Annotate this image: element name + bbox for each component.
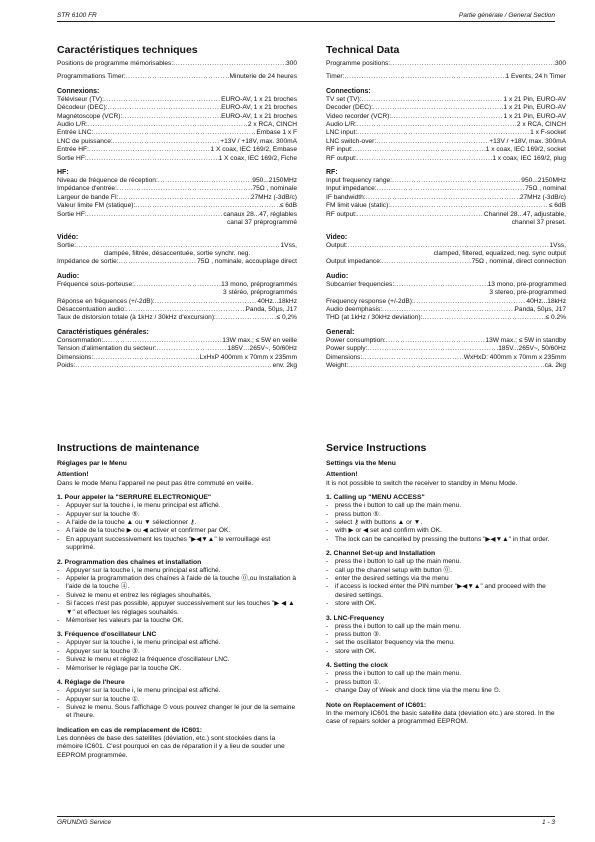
list-item: - press button ③. — [326, 631, 566, 639]
spec-row: Frequency response (+/-2dB): ..... 40Hz...18kHz — [326, 298, 566, 306]
spec-row: Sortie: ..... 1Vss, — [57, 242, 297, 250]
spec-row: Audio deemphasis: ..... Panda, 50µs, J17 — [326, 306, 566, 314]
header-model: STR 6100 FR — [57, 12, 97, 19]
spec-row: Input impedance: ..... 75Ω , nominal — [326, 185, 566, 193]
list-item: - Si l'acces n'est pas possible, appuyer successivement sur les touches "▶ ◀ ▲ ▼" et effectuer les réglages souhaités. — [57, 600, 297, 617]
spec-row: Tension d'alimentation du secteur: ..... 185V…265V~, 50/60Hz — [57, 345, 297, 353]
section-heading: Audio: — [57, 272, 80, 280]
section-heading: Audio: — [326, 272, 349, 280]
spec-row: Téléviseur (TV): ..... EURO-AV, 1 x 21 broches — [57, 96, 297, 104]
list-item: - Appuyer sur la touche ⑤. — [57, 511, 297, 519]
section-heading: HF: — [57, 169, 69, 177]
fr-data-title: Caractéristiques techniques — [57, 44, 198, 56]
note-text: Les données de base des satellites (déviation, etc.) sont stockées dans la mémoire IC601. C'est pourquoi en cas de réparation il y a lieu de souder une EEPROM programmée. — [57, 734, 285, 759]
spec-row: Timer: ..... 1 Events, 24 h Timer — [326, 73, 566, 81]
footer-brand: GRUNDIG Service — [57, 819, 112, 826]
attention-text: It is not possible to switch the receiver to standby in Menu Mode. — [326, 479, 518, 487]
spec-row: Magnétoscope (VCR): ..... EURO-AV, 1 x 21 broches — [57, 113, 297, 121]
list-item: - Appuyer sur la touche i, le menu principal est affiché. — [57, 639, 297, 647]
spec-continuation: canal 37 préprogrammé — [226, 219, 297, 227]
spec-row: Audio L/R: ..... 2 x RCA, CINCH — [57, 121, 297, 129]
spec-row: Fréquence sous-porteuse: ..... 13 mono, préprogrammés — [57, 281, 297, 289]
note-heading: Indication en cas de remplacement de IC601: — [57, 726, 203, 734]
spec-row: Sortie HF: ..... canaux 28...47, réglables — [57, 211, 297, 219]
spec-row: Video recorder (VCR): ..... 1 x 21 Pin, EURO-AV — [326, 113, 566, 121]
spec-row: LNC de puissance: ..... +13V / +18V, max. 300mA — [57, 138, 297, 146]
spec-row: Valeur limite FM (statique): ..... ≤ 6dB — [57, 202, 297, 210]
fr-maintenance-title: Instructions de maintenance — [57, 442, 200, 454]
step-heading: 4. Setting the clock — [326, 662, 388, 670]
step-heading: 2. Programmation des chaînes et installation — [57, 558, 202, 566]
en-service — [326, 442, 566, 727]
spec-row: Poids: ..... env. 2kg — [57, 362, 297, 370]
spec-row: Entrée HF: ..... 1 X coax, IEC 169/2, Embase — [57, 146, 297, 154]
list-item: - A l'aide de la touche ▶ ou ◀ activer et confirmer par OK. — [57, 527, 297, 535]
note-heading: Note on Replacement of IC601: — [326, 701, 427, 709]
list-item: - Suivez le menu. Sous l'affichage ⏲ vous pouvez changer le jour de la semaine et l'heure. — [57, 704, 297, 721]
spec-continuation: channel 37 preset. — [511, 219, 566, 227]
section-heading: Vidéo: — [57, 233, 79, 241]
spec-row: LNC switch-over: ..... +13V / +18V, max. 300mA — [326, 138, 566, 146]
attention-heading: Attention! — [326, 471, 358, 478]
spec-row: RF output: ..... Channel 28...47, adjustable, — [326, 211, 566, 219]
spec-row: Power supply: ..... 185V...265V~, 50/60Hz — [326, 345, 566, 353]
spec-row: THD (at 1kHz / 30kHz deviation): ..... ≤ 0.2% — [326, 314, 566, 322]
step-heading: 3. LNC-Frequency — [326, 614, 385, 622]
spec-row: RF output: ..... 1 x coax, IEC 169/2, plug — [326, 155, 566, 163]
note-text: In the memory IC601 the basic satellite data (deviation etc.) are stored. In the case of repairs solder a programmed EEPROM. — [326, 709, 555, 726]
en-data-title: Technical Data — [326, 44, 400, 56]
spec-continuation: 3 stereo, pre-programmed — [489, 289, 566, 297]
list-item: - Appeler la programmation des chaînes à l'aide de la touche ⓪,ou Installation à l'aide de la touche ④. — [57, 575, 297, 592]
list-item: - Suivez le menu et réglez la fréquence d'oscillateur LNC. — [57, 656, 297, 664]
list-item: - press button ①. — [326, 679, 566, 687]
spec-row: Decoder (DEC): ..... 1 x 21 Pin, EURO-AV — [326, 104, 566, 112]
attention-text: Dans le mode Menu l'appareil ne peut pas être commuté en veille. — [57, 479, 254, 487]
subtitle: Settings via the Menu — [326, 460, 396, 467]
list-item: - press the i button to call up the main menu. — [326, 502, 566, 510]
list-item: - select ⚷ with buttons ▲ or ▼. — [326, 519, 566, 527]
spec-continuation: clampée, filtrée, désaccentuée, sortie synchr. neg. — [103, 249, 251, 257]
spec-row: Impédance d'entrée: ..... 75Ω , nominale — [57, 185, 297, 193]
list-item: - if access is locked enter the PIN number "▶◀▼▲" and proceed with the desired settings. — [326, 583, 566, 600]
page-number: 1 - 3 — [541, 819, 555, 826]
list-item: - Appuyer sur la touche ③. — [57, 648, 297, 656]
en-technical-data — [326, 44, 566, 370]
spec-row: Dimensions: ..... WxHxD: 400mm x 70mm x 235mm — [326, 354, 566, 362]
spec-continuation: clamped, filtered, equalized, neg. sync output — [433, 249, 566, 257]
list-item: - change Day of Week and clock time via the menu line ⏲. — [326, 687, 566, 695]
list-item: - Suivez le menu et entrez les réglages shouhaités. — [57, 592, 297, 600]
en-service-title: Service Instructions — [326, 442, 427, 454]
page-header — [57, 12, 555, 22]
list-item: - store with OK. — [326, 648, 566, 656]
spec-row: FM limit value (static): ..... ≤ 6dB — [326, 202, 566, 210]
step-heading: 2. Channel Set-up and Installation — [326, 550, 436, 558]
list-item: - Mémoriser le réglage par la touche OK. — [57, 665, 297, 673]
list-item: - press the i button to call up the main menu. — [326, 623, 566, 631]
spec-row: Audio L/R: ..... 2 x RCA, CINCH — [326, 121, 566, 129]
section-heading: Connexions: — [57, 87, 100, 95]
section-heading: Connections: — [326, 87, 371, 95]
spec-row: Output: ..... 1Vss, — [326, 242, 566, 250]
section-heading: RF: — [326, 169, 338, 177]
step-heading: 3. Fréquence d'oscillateur LNC — [57, 631, 157, 639]
list-item: - store with OK. — [326, 600, 566, 608]
list-item: - Appuyer sur la touche i, le menu principal est affiché. — [57, 567, 297, 575]
section-heading: Caractéristiques générales: — [57, 328, 149, 336]
subtitle: Réglages par le Menu — [57, 460, 127, 467]
spec-row: Réponse en fréquences (+/-2dB): ..... 40Hz...18kHz — [57, 298, 297, 306]
spec-row: Largeur de bande FI: ..... 27MHz (-3dB/c) — [57, 194, 297, 202]
spec-row: Input frequency range: ..... 950...2150MHz — [326, 177, 566, 185]
spec-row: RF input: ..... 1 x coax, IEC 169/2, socket — [326, 146, 566, 154]
list-item: - press the i button to call up the main menu. — [326, 670, 566, 678]
list-item: - set the oscillator frequency via the menu. — [326, 639, 566, 647]
spec-row: Programmations Timer: ..... Minuterie de 24 heures — [57, 73, 297, 81]
fr-technical-data — [57, 44, 297, 370]
header-section: Partie générale / General Section — [458, 12, 555, 19]
section-heading: Video: — [326, 233, 348, 241]
list-item: - enter the desired settings via the menu — [326, 575, 566, 583]
list-item: - press button ⑤. — [326, 511, 566, 519]
attention-heading: Attention! — [57, 471, 89, 478]
spec-row: Programme positions: ..... 300 — [326, 60, 566, 68]
spec-row: Weight: ..... ca. 2kg — [326, 362, 566, 370]
spec-row: LNC input: ..... 1 x F-socket — [326, 129, 566, 137]
step-heading: 1. Calling up "MENU ACCESS" — [326, 494, 425, 502]
spec-continuation: 3 stéréo, préprogrammés — [222, 289, 297, 297]
list-item: - press the i button to call up the main menu. — [326, 558, 566, 566]
spec-row: Dimensions: ..... LxHxP 400mm x 70mm x 235mm — [57, 354, 297, 362]
spec-row: Désaccentuation audio: ..... Panda, 50µs, J17 — [57, 306, 297, 314]
list-item: - Appuyer sur la touche ①. — [57, 696, 297, 704]
list-item: - A l'aide de la touche ▲ ou ▼ sélectionner ⚷. — [57, 519, 297, 527]
list-item: - The lock can be cancelled by pressing the buttons "▶◀▼▲" in that order. — [326, 536, 566, 544]
list-item: - Appuyer sur la touche i, le menu principal est affiché. — [57, 687, 297, 695]
spec-row: Décodeur (DEC): ..... EURO-AV, 1 x 21 broches — [57, 104, 297, 112]
spec-row: Positions de programme mémorisables: ..... 300 — [57, 60, 297, 68]
step-heading: 4. Réglage de l'heure — [57, 679, 125, 687]
list-item: - En appuyant successivement les touches "▶◀▼▲" le verrouillage est supprimé. — [57, 536, 297, 553]
step-heading: 1. Pour appeler la "SERRURE ELECTRONIQUE" — [57, 494, 212, 502]
spec-row: Impédance de sortie: ..... 75Ω , nominale, accouplage direct — [57, 258, 297, 266]
spec-row: Sortie HF: ..... 1 X coax, IEC 169/2, Fiche — [57, 155, 297, 163]
list-item: - Mémoriser les valeurs par la touche OK. — [57, 617, 297, 625]
list-item: - with ▶ or ◀ set and confirm with OK. — [326, 527, 566, 535]
section-heading: General: — [326, 328, 355, 336]
spec-row: Output impedance: ..... 75Ω , nominal, direct connection — [326, 258, 566, 266]
spec-row: TV set (TV): ..... 1 x 21 Pin, EURO-AV — [326, 96, 566, 104]
spec-row: Power consumption: ..... 13W max.; ≤ 5W in standby — [326, 337, 566, 345]
spec-row: IF bandwidth: ..... 27MHz (-3dB/c) — [326, 194, 566, 202]
list-item: - Appuyer sur la touche i, le menu principal est affiché. — [57, 502, 297, 510]
spec-row: Niveau de fréquence de réception: ..... 950...2150MHz — [57, 177, 297, 185]
fr-maintenance — [57, 442, 297, 761]
spec-row: Entrée LNC: ..... Embase 1 x F — [57, 129, 297, 137]
spec-row: Subcarrier frequencies: ..... 13 mono, pre-programmed — [326, 281, 566, 289]
spec-row: Consommation: ..... 13W max.; ≤ 5W en veille — [57, 337, 297, 345]
list-item: - call up the channel setup with button ⓪. — [326, 567, 566, 575]
spec-row: Taux de distorsion totale (à 1kHz / 30kHz d'excursion): ..... ≤ 0,2% — [57, 314, 297, 322]
page-footer — [57, 816, 555, 826]
